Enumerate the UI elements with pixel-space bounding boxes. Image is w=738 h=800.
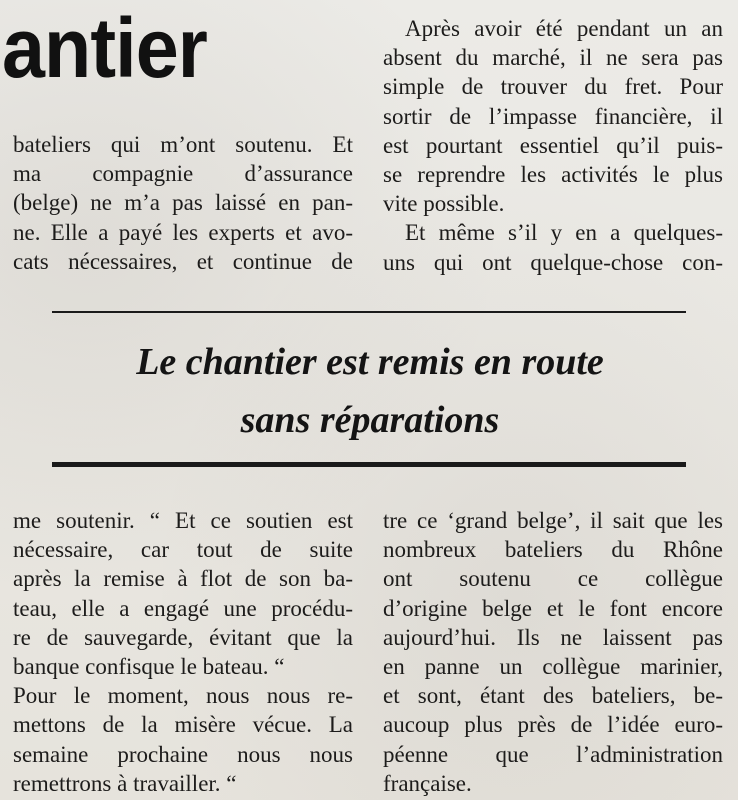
text-line: péenne que l’administration (383, 741, 723, 767)
text-line: (belge) ne m’a pas laissé en pan- (13, 190, 353, 216)
text-line: aujourd’hui. Ils ne laissent pas (383, 624, 723, 650)
subhead (40, 333, 700, 449)
text-line: cats nécessaires, et continue de (13, 248, 353, 274)
text-line: tre ce ‘grand belge’, il sait que les (383, 508, 723, 533)
text-line: nécessaire, car tout de suite (13, 537, 353, 563)
divider-rule-bottom (52, 462, 686, 467)
text-line: absent du marché, il ne sera pas (383, 45, 723, 71)
text-line: en panne un collègue marinier, (383, 653, 723, 679)
text-line: semaine prochaine nous nous (13, 741, 353, 767)
text-line: est pourtant essentiel qu’il puis- (383, 132, 723, 158)
column-top-right (383, 14, 723, 277)
subhead-line-2: sans réparations (240, 399, 500, 441)
subhead-line-1: Le chantier est remis en route (136, 341, 604, 383)
text-line: ma compagnie d’assurance (13, 161, 353, 187)
text-line: Et même s’il y en a quelques- (405, 220, 723, 246)
text-line: simple de trouver du fret. Pour (383, 74, 723, 100)
text-line: aucoup plus près de l’idée euro- (383, 712, 723, 738)
text-line: re de sauvegarde, évitant que la (13, 624, 353, 650)
column-bottom-left (13, 506, 353, 798)
text-line: nombreux bateliers du Rhône (383, 537, 723, 563)
text-line: uns qui ont quelque-chose con- (383, 249, 723, 275)
text-line: française. (383, 770, 472, 796)
text-line: d’origine belge et le font encore (383, 595, 723, 621)
text-line: remettrons à travailler. “ (13, 770, 237, 796)
text-line: teau, elle a engagé une procédu- (13, 595, 353, 621)
text-line: bateliers qui m’ont soutenu. Et (13, 132, 353, 157)
headline-fragment: antier (2, 1, 207, 95)
text-line: sortir de l’impasse financière, il (383, 103, 723, 129)
text-line: banque confisque le bateau. “ (13, 653, 285, 679)
text-line: ont soutenu ce collègue (383, 566, 723, 592)
column-top-left (13, 130, 353, 276)
text-line: Pour le moment, nous nous re- (13, 683, 353, 709)
text-line: me soutenir. “ Et ce soutien est (13, 508, 353, 533)
text-line: se reprendre les activités le plus (383, 161, 723, 187)
text-line: Après avoir été pendant un an (405, 16, 723, 41)
text-line: après la remise à flot de son ba- (13, 566, 353, 592)
divider-rule-top (52, 311, 686, 313)
text-line: ne. Elle a payé les experts et avo- (13, 219, 353, 245)
text-line: mettons de la misère vécue. La (13, 712, 353, 738)
column-bottom-right (383, 506, 723, 798)
text-line: et sont, étant des bateliers, be- (383, 683, 723, 709)
text-line: vite possible. (383, 191, 505, 217)
